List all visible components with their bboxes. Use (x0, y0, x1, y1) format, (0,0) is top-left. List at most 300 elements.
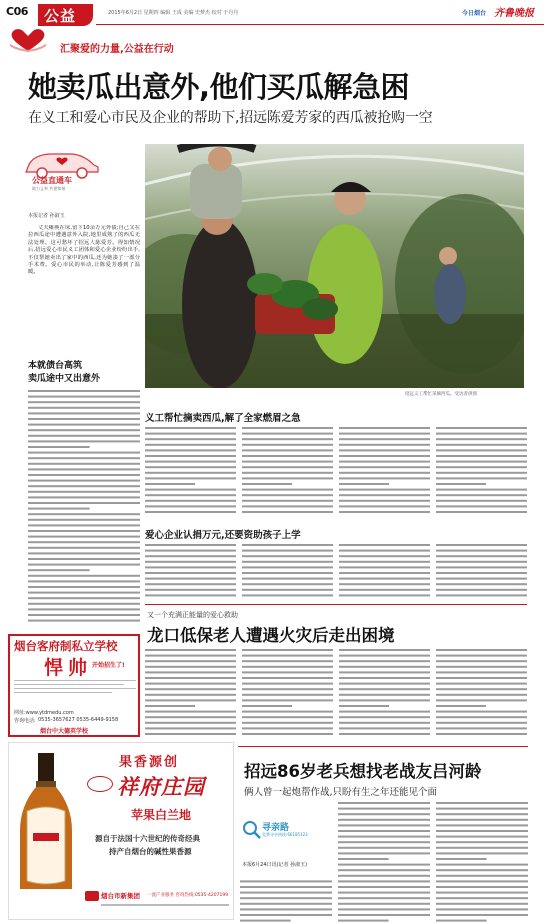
text-line (339, 594, 430, 596)
school-ad-title: 烟台客府制私立学校 (14, 639, 118, 653)
text-line (28, 412, 140, 414)
text-line (145, 438, 236, 440)
paper-name: 齐鲁晚报 (494, 8, 534, 19)
text-line (242, 727, 333, 729)
text-line (338, 892, 430, 894)
text-line (436, 813, 528, 815)
text-line (28, 452, 140, 454)
text-line (28, 513, 140, 515)
text-line (436, 489, 527, 491)
text-line (28, 491, 140, 493)
text-line (28, 597, 140, 599)
text-line (242, 733, 333, 735)
text-line (436, 466, 527, 468)
body-text-lines-right-mid (145, 542, 527, 602)
story3-logo-sub: 免费寻亲热线:66185123 (262, 832, 308, 837)
text-line (28, 485, 140, 487)
text-line (436, 903, 528, 905)
side-heading-2: 卖瓜途中又出意外 (28, 374, 101, 384)
text-line (28, 401, 140, 403)
text-line (436, 660, 527, 662)
text-line (436, 578, 527, 580)
school-ad-tel-label: 咨询电话: (14, 718, 36, 724)
text-line (339, 427, 430, 429)
text-line (145, 578, 236, 580)
text-line (339, 477, 430, 479)
text-line (436, 892, 528, 894)
text-line (339, 494, 430, 496)
text-line (28, 429, 140, 431)
text-line (339, 561, 430, 563)
text-line (436, 683, 527, 685)
text-line (436, 505, 527, 507)
text-line (436, 472, 527, 474)
text-line (339, 483, 389, 485)
text-line (242, 455, 333, 457)
text-line (338, 880, 430, 882)
column-logo-title: 公益直通车 (32, 176, 72, 185)
text-line (436, 819, 528, 821)
text-line (436, 852, 528, 854)
text-line (28, 396, 140, 398)
text-line (145, 589, 236, 591)
wine-company: 烟台市新集团 (101, 892, 140, 900)
text-line (436, 494, 527, 496)
text-line (145, 550, 236, 552)
text-line (339, 671, 430, 673)
lead-intro-paragraph: 丈夫瘫痪在床,留下10余万元外债;自己又在拉西瓜途中遭遇意外入院,地里成熟了的西瓜无法处理。这可愁坏了招远人陈爱芳。得知情况后,招远爱心市民义工团体和爱心企业纷纷出手,不仅帮她卖出了家中的西瓜,还为她凑了一部分手术费。爱心市民的举动,让陈爱芳感到了温暖。 (28, 225, 140, 276)
text-line (436, 550, 527, 552)
text-line (242, 578, 333, 580)
text-line (436, 483, 486, 485)
text-line (242, 555, 333, 557)
text-line (145, 716, 236, 718)
text-line (145, 594, 236, 596)
wine-product: 苹果白兰地 (131, 808, 192, 822)
text-line (240, 880, 332, 882)
text-line (436, 500, 527, 502)
wine-desc-2: 持产自烟台的碱性果香源 (109, 847, 192, 856)
text-line (145, 666, 236, 668)
text-line (338, 824, 430, 826)
text-line (28, 424, 140, 426)
text-line (436, 880, 528, 882)
text-line (240, 914, 332, 916)
school-ad-slogan-b: 帅 (68, 657, 88, 679)
text-line (339, 500, 430, 502)
text-line (145, 699, 236, 701)
text-line (436, 864, 528, 866)
text-line (145, 477, 236, 479)
text-line (338, 841, 430, 843)
text-line (145, 511, 236, 513)
text-line (339, 694, 430, 696)
school-ad-website: 网址:www.ytdmedu.com (14, 710, 74, 716)
section-slogan: 汇聚爱的力量,公益在行动 (60, 44, 174, 55)
text-line (240, 886, 332, 888)
text-line (28, 530, 140, 532)
text-line (338, 903, 430, 905)
text-line (436, 705, 486, 707)
text-line (242, 433, 333, 435)
text-line (28, 418, 140, 420)
wine-company-icon (85, 891, 99, 901)
text-line (338, 808, 430, 810)
text-line (436, 914, 528, 916)
text-line (28, 603, 140, 605)
text-line (339, 550, 430, 552)
text-line (436, 555, 527, 557)
text-line (436, 886, 528, 888)
story3-headline: 招远86岁老兵想找老战友吕河龄 (244, 762, 482, 781)
text-line (240, 892, 332, 894)
column-logo-sub: 助力义举 共建和谐 (32, 186, 66, 191)
text-line (339, 511, 430, 513)
school-ad-slogan-a: 悍 (44, 657, 64, 679)
text-line (145, 433, 236, 435)
text-line (436, 433, 527, 435)
text-line (339, 444, 430, 446)
text-line (338, 869, 430, 871)
text-line (339, 649, 430, 651)
body-text-lines-story2 (145, 647, 527, 735)
text-line (436, 589, 527, 591)
text-line (436, 655, 527, 657)
text-line (436, 722, 527, 724)
text-line (242, 438, 333, 440)
text-line (242, 671, 333, 673)
text-line (339, 472, 430, 474)
text-line (436, 561, 527, 563)
text-line (339, 572, 430, 574)
story3-rule (238, 746, 528, 747)
text-line (436, 461, 527, 463)
text-line (436, 920, 487, 922)
text-line (436, 688, 527, 690)
wine-hotline: 一流产业服务 咨询热线:0535-4207199 (147, 893, 229, 898)
text-line (242, 477, 333, 479)
text-line (436, 824, 528, 826)
text-line (242, 489, 333, 491)
text-line (240, 903, 332, 905)
text-line (242, 427, 333, 429)
text-line (339, 660, 430, 662)
text-line (145, 683, 236, 685)
text-line (242, 677, 333, 679)
text-line (28, 407, 140, 409)
school-ad (8, 634, 140, 737)
school-ad-tel: 0535-3657627 0535-6449-9158 (38, 717, 119, 723)
story3-logo-title: 寻亲路 (262, 823, 290, 833)
text-line (242, 561, 333, 563)
text-line (242, 722, 333, 724)
text-line (145, 733, 236, 735)
text-line (436, 427, 527, 429)
text-line (339, 449, 430, 451)
text-line (338, 897, 430, 899)
text-line (338, 830, 430, 832)
text-line (242, 694, 333, 696)
masthead-meta: 2015年6月2日 星期四 编辑 王成 美编 史梦杰 校对 于丹丹 (108, 10, 239, 16)
text-line (436, 802, 528, 804)
text-line (145, 444, 236, 446)
story3-subheadline: 俩人曾一起炮帮作战,只盼有生之年还能见个面 (244, 787, 438, 798)
text-line (436, 594, 527, 596)
text-line (28, 569, 90, 571)
hands-heart-icon (8, 27, 48, 53)
text-line (339, 683, 430, 685)
text-line (338, 852, 430, 854)
wine-ad-footer-bar (9, 889, 233, 919)
text-line (436, 727, 527, 729)
text-line (242, 444, 333, 446)
lead-byline: 本报记者 孙淑玉 (28, 213, 65, 219)
text-line (339, 589, 430, 591)
text-line (145, 711, 236, 713)
text-line (28, 474, 140, 476)
text-line (242, 466, 333, 468)
text-line (339, 578, 430, 580)
text-line (436, 566, 527, 568)
text-line (28, 508, 90, 510)
text-line (436, 694, 527, 696)
text-line (436, 477, 527, 479)
text-line (436, 449, 527, 451)
text-line (338, 858, 389, 860)
text-line (436, 671, 527, 673)
text-line (436, 836, 528, 838)
text-line (242, 511, 333, 513)
text-line (28, 480, 140, 482)
text-line (145, 677, 236, 679)
text-line (242, 683, 333, 685)
text-line (339, 583, 430, 585)
school-ad-note: 开始招生了! (92, 662, 125, 669)
text-line (28, 558, 140, 560)
text-line (339, 466, 430, 468)
text-line (145, 660, 236, 662)
text-line (145, 727, 236, 729)
text-line (242, 649, 333, 651)
text-line (242, 699, 333, 701)
text-line (436, 716, 527, 718)
text-line (339, 433, 430, 435)
text-line (242, 594, 333, 596)
text-line (28, 463, 140, 465)
text-line (242, 716, 333, 718)
wine-desc-1: 源自于法国十六世纪的传奇经典 (95, 834, 200, 843)
text-line (339, 438, 430, 440)
text-line (339, 505, 430, 507)
text-line (242, 461, 333, 463)
text-line (145, 483, 195, 485)
text-line (145, 505, 236, 507)
text-line (436, 677, 527, 679)
text-line (339, 489, 430, 491)
text-line (28, 586, 140, 588)
text-line (436, 572, 527, 574)
text-line (28, 608, 140, 610)
text-line (28, 390, 140, 392)
text-line (436, 847, 528, 849)
text-line (145, 466, 236, 468)
text-line (338, 802, 430, 804)
text-line (436, 875, 528, 877)
text-line (338, 819, 430, 821)
text-line (242, 483, 292, 485)
text-line (28, 524, 140, 526)
body-text-lines-right-top (145, 425, 527, 515)
side-heading-1: 本就债台高筑 (28, 361, 83, 371)
text-line (338, 875, 430, 877)
text-line (240, 920, 291, 922)
text-line (145, 455, 236, 457)
text-line (436, 699, 527, 701)
text-line (436, 733, 527, 735)
sub-brand: 今日烟台 (462, 10, 487, 17)
text-line (339, 727, 430, 729)
text-line (145, 705, 195, 707)
lead-headline: 她卖瓜出意外,他们买瓜解急困 (28, 70, 410, 104)
text-line (436, 841, 528, 843)
text-line (240, 897, 332, 899)
text-line (242, 660, 333, 662)
text-line (28, 536, 140, 538)
text-line (242, 655, 333, 657)
text-line (28, 592, 140, 594)
text-line (145, 472, 236, 474)
text-line (339, 705, 389, 707)
text-line (242, 544, 333, 546)
text-line (28, 552, 140, 554)
text-line (240, 908, 332, 910)
subhead-b: 爱心企业认捐万元,还要资助孩子上学 (145, 530, 301, 541)
text-line (242, 566, 333, 568)
text-line (338, 847, 430, 849)
text-line (339, 666, 430, 668)
text-line (436, 649, 527, 651)
text-line (339, 555, 430, 557)
text-line (339, 711, 430, 713)
text-line (28, 435, 140, 437)
text-line (436, 444, 527, 446)
text-line (338, 813, 430, 815)
text-line (242, 589, 333, 591)
masthead-rule (96, 24, 544, 25)
body-text-lines-story3 (240, 800, 528, 922)
text-line (339, 722, 430, 724)
text-line (339, 677, 430, 679)
text-line (145, 649, 236, 651)
text-line (436, 511, 527, 513)
text-line (28, 620, 140, 622)
wine-brand-mark (87, 776, 113, 792)
text-line (339, 455, 430, 457)
text-line (145, 427, 236, 429)
text-line (436, 869, 528, 871)
text-line (242, 572, 333, 574)
lead-subheadline: 在义工和爱心市民及企业的帮助下,招远陈爱芳家的西瓜被抢购一空 (28, 110, 433, 126)
text-line (28, 564, 140, 566)
text-line (145, 494, 236, 496)
story3-byline: 本报6月24日讯(记者 孙淑玉) (242, 862, 308, 868)
text-line (339, 716, 430, 718)
story2-kicker: 又一个充满正能量的爱心救助 (147, 611, 238, 619)
text-line (145, 688, 236, 690)
text-line (28, 580, 140, 582)
text-line (28, 575, 140, 577)
text-line (145, 583, 236, 585)
text-line (338, 886, 430, 888)
text-line (242, 666, 333, 668)
text-line (242, 550, 333, 552)
story2-headline: 龙口低保老人遭遇火灾后走出困境 (147, 626, 395, 645)
text-line (145, 461, 236, 463)
text-line (28, 502, 140, 504)
text-line (145, 555, 236, 557)
text-line (28, 541, 140, 543)
text-line (28, 468, 140, 470)
text-line (242, 688, 333, 690)
photo-caption: 招远义工帮忙采摘西瓜。受访者供图 (405, 392, 477, 397)
text-line (436, 808, 528, 810)
text-line (28, 457, 140, 459)
page-number: C06 (6, 5, 28, 18)
text-line (339, 699, 430, 701)
text-line (242, 500, 333, 502)
text-line (339, 733, 430, 735)
school-ad-lines (14, 677, 136, 707)
text-line (436, 830, 528, 832)
text-line (145, 544, 236, 546)
text-line (145, 566, 236, 568)
text-line (145, 500, 236, 502)
text-line (28, 496, 140, 498)
school-ad-footer: 烟台中大德英学校 (40, 728, 89, 735)
wine-ad (8, 742, 234, 920)
text-line (145, 671, 236, 673)
text-line (28, 440, 140, 442)
text-line (145, 449, 236, 451)
text-line (145, 561, 236, 563)
text-line (145, 489, 236, 491)
text-line (145, 572, 236, 574)
text-line (436, 711, 527, 713)
text-line (338, 920, 389, 922)
text-line (242, 505, 333, 507)
text-line (339, 544, 430, 546)
text-line (145, 722, 236, 724)
text-line (339, 688, 430, 690)
text-line (242, 472, 333, 474)
text-line (436, 583, 527, 585)
text-line (436, 897, 528, 899)
text-line (242, 583, 333, 585)
text-line (436, 666, 527, 668)
wine-address-line (101, 904, 229, 906)
text-line (242, 449, 333, 451)
wine-ad-top: 果香源创 (119, 755, 180, 770)
masthead (0, 0, 550, 56)
text-line (436, 858, 487, 860)
text-line (436, 455, 527, 457)
text-line (338, 914, 430, 916)
text-line (436, 438, 527, 440)
text-line (338, 908, 430, 910)
text-line (436, 908, 528, 910)
wine-brand: 祥府庄园 (117, 775, 205, 799)
body-text-lines-left (28, 388, 140, 626)
